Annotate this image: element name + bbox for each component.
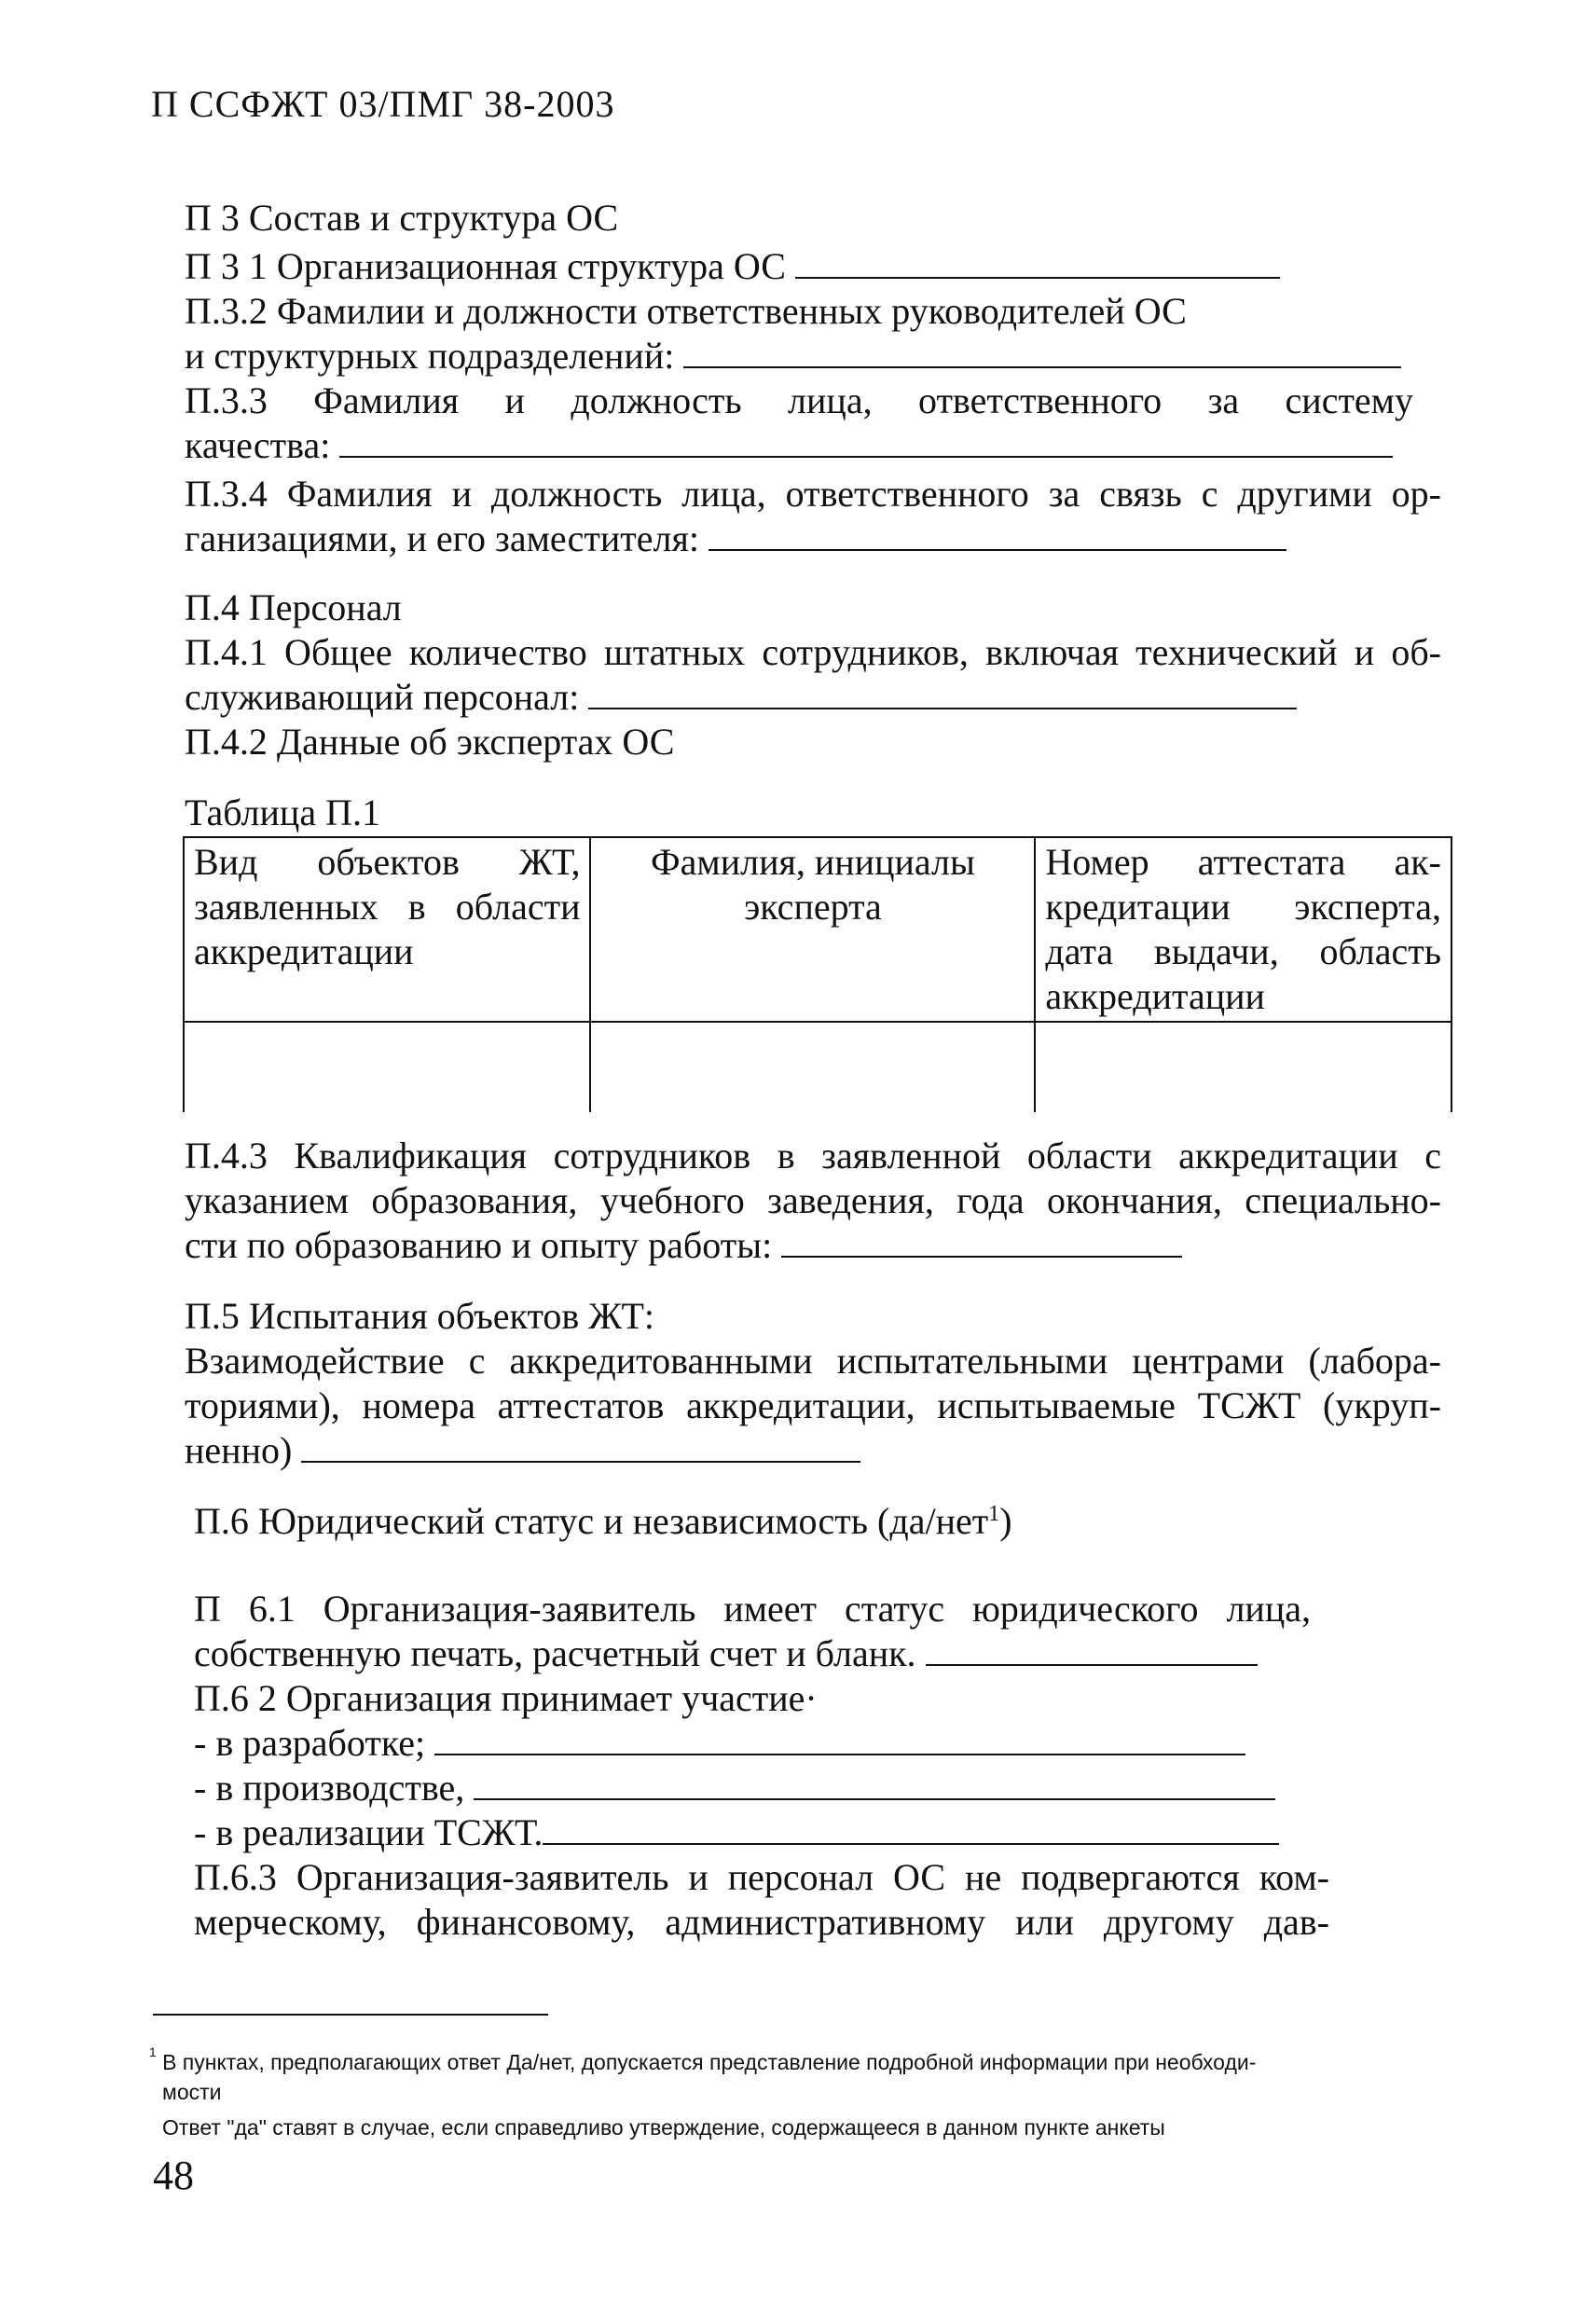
footnote-mark: 1 [149, 2045, 157, 2059]
item-p62-b-blank [474, 1767, 1275, 1800]
footnote-ref: 1 [988, 1502, 1000, 1526]
document-code-header: П ССФЖТ 03/ПМГ 38-2003 [151, 83, 615, 125]
table-cell-empty [184, 1022, 590, 1112]
item-p5-line2: ториями), номера аттестатов аккредитации, испытываемые ТСЖТ (укруп- [185, 1384, 1441, 1426]
item-p63-line1: П.6.3 Организация-заявитель и персонал ОС не подвергаются ком- [194, 1856, 1329, 1898]
item-p33-text: качества: [185, 424, 331, 466]
item-p34-line1: П.3.4 Фамилия и должность лица, ответственного за связь с другими ор- [185, 473, 1441, 515]
table-cell-empty [590, 1022, 1035, 1112]
item-p43-line2: указанием образования, учебного заведения, года окончания, специально- [185, 1179, 1441, 1221]
item-p43-text: сти по образованию и опыту работы: [185, 1224, 773, 1266]
item-p62-c-text: - в реализации ТСЖТ. [194, 1811, 543, 1853]
section-p6-title-text: П.6 Юридический статус и независимость (да/нет [194, 1500, 989, 1542]
footnote-line2: мости [162, 2080, 222, 2104]
item-p31-text: П 3 1 Организационная структура ОС [185, 245, 786, 287]
item-p34-text: ганизациями, и его заместителя: [185, 517, 699, 559]
item-p42: П.4.2 Данные об экспертах ОС [185, 721, 675, 763]
item-p31-blank [795, 245, 1280, 279]
item-p41-line1: П.4.1 Общее количество штатных сотрудников, включая технический и об- [185, 631, 1441, 673]
item-p5-blank [301, 1429, 860, 1463]
item-p62-a [194, 1721, 1245, 1766]
footnote-line1 [149, 2047, 1256, 2077]
item-p32-text: и структурных подразделений: [185, 335, 675, 377]
item-p41-text: служивающий персонал: [185, 676, 580, 718]
table-header-certificate: Номер аттестата ак-кредитации эксперта, дата выдачи, область аккредитации [1035, 837, 1452, 1022]
item-p61-blank [926, 1632, 1258, 1666]
item-p34-blank [709, 517, 1286, 551]
item-p62-a-blank [434, 1722, 1245, 1755]
item-p61-line2 [194, 1631, 1258, 1676]
section-p4-title: П.4 Персонал [185, 586, 402, 628]
item-p5-text: ненно) [185, 1429, 293, 1471]
item-p41-line2 [185, 675, 1297, 720]
section-p6-title [194, 1499, 1012, 1544]
item-p33-blank [339, 424, 1393, 458]
item-p33-line1: П.3.3 Фамилия и должность лица, ответственного за систему [185, 379, 1413, 421]
item-p32-blank [683, 335, 1401, 368]
item-p63-line2: мерческому, финансовому, административному или другому дав- [194, 1901, 1329, 1943]
item-p62-c-blank [543, 1811, 1279, 1845]
table-header-object-type: Вид объектов ЖТ, заявленных в области аккредитации [184, 837, 590, 1022]
item-p61-text: собственную печать, расчетный счет и бланк. [194, 1632, 916, 1674]
item-p43-line3 [185, 1223, 1182, 1268]
item-p5-line1: Взаимодействие с аккредитованными испытательными центрами (лабора- [185, 1340, 1441, 1382]
page-number: 48 [153, 2153, 194, 2198]
item-p62: П.6 2 Организация принимает участие· [194, 1677, 818, 1719]
table-caption: Таблица П.1 [185, 791, 380, 833]
table-row [184, 1022, 1452, 1112]
section-p6-title-end: ) [999, 1500, 1012, 1542]
item-p62-a-text: - в разработке; [194, 1722, 426, 1764]
footnote-line1-text: В пунктах, предполагающих ответ Да/нет, допускается представление подробной информации при необходи- [162, 2050, 1257, 2074]
item-p62-c [194, 1810, 1279, 1855]
item-p32-line2 [185, 334, 1401, 378]
table-cell-empty [1035, 1022, 1452, 1112]
item-p41-blank [588, 676, 1297, 709]
item-p33-line2 [185, 423, 1393, 468]
item-p34-line2 [185, 516, 1286, 561]
item-p62-b [194, 1766, 1275, 1810]
experts-table [183, 836, 1452, 1112]
item-p43-blank [781, 1224, 1182, 1258]
item-p31 [185, 244, 1280, 289]
item-p43-line1: П.4.3 Квалификация сотрудников в заявленной области аккредитации с [185, 1135, 1441, 1177]
section-p5-title: П.5 Испытания объектов ЖТ: [185, 1295, 654, 1337]
item-p5-line3 [185, 1428, 860, 1473]
section-p3-title: П 3 Состав и структура ОС [185, 197, 619, 239]
table-header-row [184, 837, 1452, 1022]
item-p62-b-text: - в производстве, [194, 1767, 465, 1809]
footnote-line3: Ответ "да" ставят в случае, если справедливо утверждение, содержащееся в данном пункте анкеты [162, 2115, 1165, 2140]
table-header-expert-name: Фамилия, инициалы эксперта [590, 837, 1035, 1022]
item-p61-line1: П 6.1 Организация-заявитель имеет статус юридического лица, [194, 1588, 1311, 1630]
footnote-divider [153, 2014, 548, 2016]
item-p32-line1: П.3.2 Фамилии и должности ответственных руководителей ОС [185, 290, 1187, 332]
